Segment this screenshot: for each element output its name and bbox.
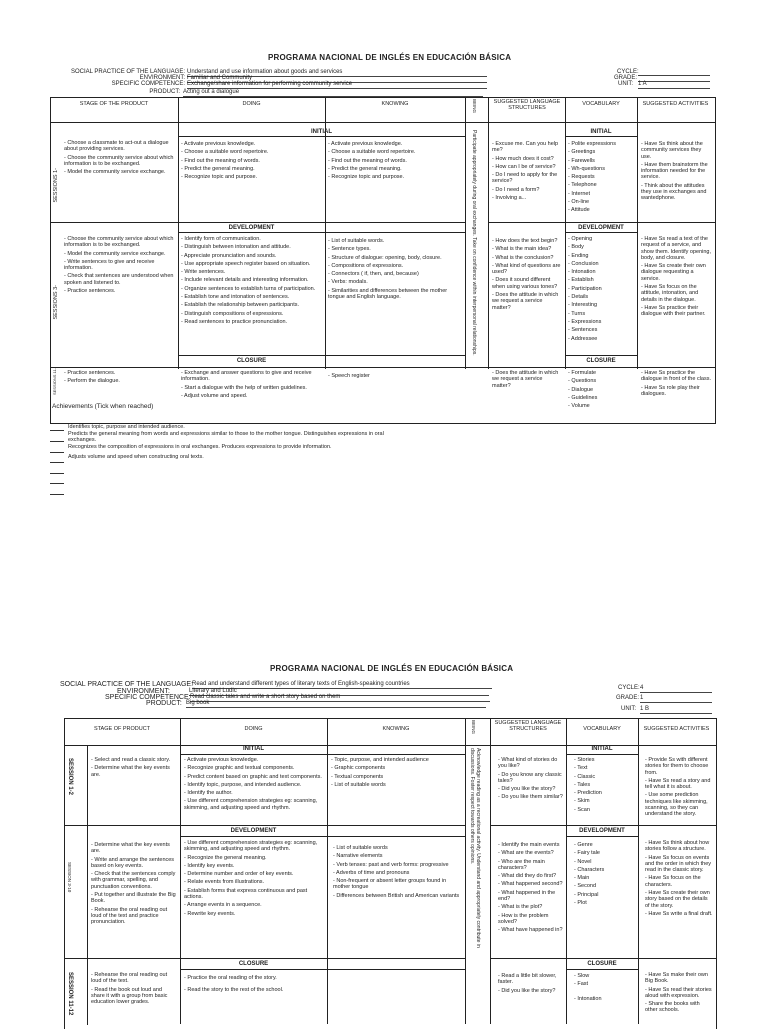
doc2-dev-doing-7: - Arrange events in a sequence. <box>184 902 262 909</box>
doc2-dev-vocab-3: - Novel <box>574 858 592 865</box>
dev-knowing-1: - List of suitable words. <box>328 238 385 244</box>
band-initial-right: INITIAL <box>590 129 612 135</box>
doc2-initial-activities <box>645 757 713 820</box>
dev-doing-7: - Organize sentences to establish turns of participation. <box>181 285 316 292</box>
doc2-dev-knowing-3: - Verb tenses: past and verb forms: progressive <box>333 861 449 868</box>
initial-structures-4: - Do I need to apply for the service? <box>492 172 558 185</box>
doc2-closure-doing <box>184 975 324 996</box>
doc2-initial-knowing-3: - Textual components <box>331 773 384 780</box>
achievement-2: Predicts the general meaning from words and expressions similar to those to the mother tongue. Distinguishes expressions in oral exchanges. <box>68 430 384 443</box>
doc2-dev-stage-2: - Write and arrange the sentences based on key events. <box>91 856 175 869</box>
tick-line-6[interactable] <box>50 483 64 484</box>
doc2-environment-label: ENVIRONMENT: <box>117 688 170 695</box>
doc2-initial-structures-1: - What kind of stories do you like? <box>498 757 558 770</box>
doc2-initial-stage-1: - Select and read a classic story. <box>91 757 171 763</box>
dev-stage-5: - Practice sentences. <box>64 288 116 295</box>
dev-knowing-2: - Sentence types. <box>328 246 371 253</box>
tick-line-4[interactable] <box>50 462 64 463</box>
doc2-closure-structures-2: - Did you like the story? <box>498 987 556 994</box>
achievement-4: Adjusts volume and speed when constructing oral texts. <box>68 454 204 460</box>
closure-vocabulary <box>568 370 636 411</box>
doc2-initial-vocab-1: - Stories <box>574 757 595 763</box>
doc2-competence-value: Read classic tales and write a short story based on them <box>190 694 490 702</box>
dev-stage-3: - Write sentences to give and receive information. <box>64 258 155 272</box>
doc2-dev-doing-1: - Use different comprehension strategies eg: scanning, skimming, and adjusting speed and rhythm. <box>184 840 318 853</box>
doc2-dev-stage-1: - Determine what the key events are. <box>91 842 170 855</box>
cycle-label: CYCLE: <box>617 69 639 75</box>
doc2-dev-structures-8: - How is the problem solved? <box>498 912 549 925</box>
achievements-list <box>68 424 408 461</box>
closure-structures-1: - Does the attitude in which we request a service matter? <box>492 370 559 389</box>
initial-vocab-2: - Greetings <box>568 149 596 156</box>
doc2-competence-label: SPECIFIC COMPETENCE: <box>105 694 191 701</box>
initial-doing-1: - Activate previous knowledge. <box>181 141 256 147</box>
dev-doing-4: - Use appropriate speech register based on situation. <box>181 260 311 267</box>
closure-vocab-2: - Questions <box>568 378 597 385</box>
tick-line-3[interactable] <box>50 452 64 453</box>
initial-activity-2: - Have them brainstorm the information needed for the service. <box>641 161 708 181</box>
initial-knowing-3: - Find out the meaning of words. <box>328 157 407 164</box>
environment-label: ENVIRONMENT: <box>139 75 185 81</box>
doc2-closure-vocab-3: - Intonation <box>574 995 602 1002</box>
tick-line-7[interactable] <box>50 494 64 495</box>
dev-activities <box>641 236 712 320</box>
dev-knowing-4: - Compositions of expressions. <box>328 262 404 269</box>
doc2-closure-structures <box>498 973 564 996</box>
dev-knowing-7: - Similarities and differences between the mother tongue and English language. <box>328 287 448 301</box>
dev-activity-1: - Have Ss read a text of the request of a service, and show them. Identify opening, body, and closure. <box>641 236 712 261</box>
doc2-session-closure: SESSION 11-12 <box>67 972 73 1016</box>
doc2-unit-value: 1 B <box>640 706 712 714</box>
doc2-grade-value: 1 <box>640 695 712 703</box>
doc2-initial-doing-4: - Identify topic, purpose, and intended audience. <box>184 781 302 788</box>
doc2-dev-doing-2: - Recognize the general meaning. <box>184 854 267 861</box>
initial-vocab-4: - Wh-questions <box>568 165 605 172</box>
doc2-dev-structures-3: - Who are the main characters? <box>498 858 545 871</box>
doc2-dev-vocab-8: - Plot <box>574 900 587 907</box>
doc2-band-initial-left: INITIAL <box>243 746 264 752</box>
doc2-initial-vocab-3: - Classic <box>574 773 596 780</box>
tick-line-1[interactable] <box>50 430 64 431</box>
dev-vocab-7: - Participation <box>568 285 602 292</box>
dev-structures-2: - What is the main idea? <box>492 246 552 253</box>
dev-structures-3: - What is the conclusion? <box>492 254 554 261</box>
doc2-dev-activities <box>645 840 713 919</box>
band-initial-left: INITIAL <box>311 129 332 135</box>
dev-structures-6: - Does the attitude in which we request a service matter? <box>492 292 559 311</box>
achievement-3: Recognizes the composition of expressions in oral exchanges. Produces expressions to provide information. <box>68 443 332 450</box>
dev-knowing-5: - Connectors ( if, then, and, because) <box>328 271 419 278</box>
dev-stage-4: - Check that sentences are understood when spoken and listened to. <box>64 273 174 286</box>
doc2-dev-activity-4: - Have Ss create their own story based on the details of the story. <box>645 890 710 909</box>
doc2-header-activities: SUGGESTED ACTIVITIES <box>643 726 710 732</box>
doc2-dev-activity-5: - Have Ss write a final draft. <box>645 910 713 917</box>
closure-stage-2: - Perform the dialogue. <box>64 378 120 385</box>
initial-vocabulary <box>568 141 636 216</box>
doc2-closure-activities <box>645 972 713 1016</box>
dev-stage-1: - Choose the community service about which information is to be exchanged. <box>64 236 174 249</box>
doc2-dev-vocab-7: - Principal <box>574 891 599 898</box>
closure-doing-3: - Adjust volume and speed. <box>181 392 248 399</box>
doc2-initial-doing-5: - Identify the author. <box>184 790 233 797</box>
session-development: SESSIONS 3- <box>53 285 59 320</box>
doc2-initial-knowing-4: - List of suitable words <box>331 781 386 788</box>
initial-doing-4: - Predict the general meaning. <box>181 165 255 172</box>
initial-structures <box>492 141 562 203</box>
doc1-title: PROGRAMA NACIONAL DE INGLÉS EN EDUCACIÓN BÁSICA <box>268 53 512 62</box>
doc2-dev-doing-5: - Relate events from illustrations. <box>184 879 265 886</box>
doc2-dev-doing-4: - Determine number and order of key events. <box>184 871 294 878</box>
closure-activity-2: - Have Ss role play their dialogues. <box>641 384 700 397</box>
dev-stage <box>64 236 174 296</box>
header-activities: SUGGESTED ACTIVITIES <box>642 101 709 107</box>
band-closure-left: CLOSURE <box>236 358 267 364</box>
dev-vocab-10: - Turns <box>568 310 586 317</box>
header-knowing: KNOWING <box>381 101 409 107</box>
dev-activity-3: - Have Ss focus on the attitude, intonation, and details in the dialogue. <box>641 284 699 303</box>
doc2-header-being: BEING <box>471 720 476 735</box>
initial-doing-2: - Choose a suitable word repertoire. <box>181 149 269 156</box>
initial-structures-2: - How much does it cost? <box>492 155 554 162</box>
dev-vocab-8: - Details <box>568 294 589 301</box>
session-closure: SESSIONS 11- <box>52 368 57 396</box>
tick-line-2[interactable] <box>50 441 64 442</box>
closure-stage-1: - Practice sentences. <box>64 370 116 376</box>
doc2-dev-activity-2: - Have Ss focus on events and the order in which they read in the classic story. <box>645 854 712 874</box>
doc2-dev-structures-2: - What are the events? <box>498 850 554 857</box>
doc2-dev-structures <box>498 842 564 936</box>
doc2-dev-structures-6: - What happened in the end? <box>498 889 556 903</box>
doc2-initial-vocab-5: - Prediction <box>574 790 602 797</box>
doc2-band-initial-right: INITIAL <box>591 746 613 752</box>
initial-vocab-1: - Polite expressions <box>568 141 616 147</box>
doc2-header-structures: SUGGESTED LANGUAGE STRUCTURES <box>494 720 562 732</box>
closure-stage <box>64 370 174 387</box>
doc2-dev-structures-4: - What did they do first? <box>498 873 557 880</box>
doc2-initial-structures-2: - Do you know any classic tales? <box>498 771 562 784</box>
doc2-dev-stage-3: - Check that the sentences comply with grammar, spelling, and punctuation conventions. <box>91 871 176 890</box>
doc2-closure-vocabulary <box>574 973 636 1004</box>
closure-vocab-5: - Volume <box>568 403 590 410</box>
dev-vocab-2: - Body <box>568 244 584 251</box>
band-development-left: DEVELOPMENT <box>228 225 275 231</box>
doc2-initial-structures-3: - Did you like the story? <box>498 786 556 793</box>
initial-structures-6: - Involving a... <box>492 195 527 202</box>
initial-activity-1: - Have Ss think about the community services they use. <box>641 141 703 160</box>
doc2-dev-vocabulary <box>574 842 636 908</box>
doc2-dev-knowing-6: - Differences between British and American variants <box>333 892 460 899</box>
dev-vocab-13: - Addressee <box>568 335 598 342</box>
doc2-dev-doing-8: - Rewrite key events. <box>184 910 236 917</box>
initial-doing-5: - Recognize topic and purpose. <box>181 174 258 181</box>
doc2-closure-stage-1: - Rehearse the oral reading out loud of the text. <box>91 972 168 985</box>
social-practice-value: Understand and use information about goods and services <box>187 69 487 77</box>
doc2-initial-knowing-1: - Topic, purpose, and intended audience <box>331 757 429 763</box>
closure-doing <box>181 370 321 401</box>
dev-vocab-5: - Intonation <box>568 269 596 276</box>
closure-vocab-4: - Guidelines <box>568 394 598 401</box>
doc2-dev-stage-5: - Rehearse the oral reading out loud of the text and practice pronunciation. <box>91 906 168 926</box>
dev-vocabulary <box>568 236 636 344</box>
doc2-initial-structures-4: - Do you like them similar? <box>498 794 563 801</box>
initial-structures-1: - Excuse me. Can you help me? <box>492 141 559 154</box>
doc2-initial-activity-2: - Have Ss read a story and tell what it is about. <box>645 777 711 791</box>
doc2-dev-knowing-5: - Non-frequent or absent letter groups found in mother tongue <box>333 878 447 891</box>
initial-knowing-5: - Recognize topic and purpose. <box>328 174 405 181</box>
dev-structures <box>492 238 562 313</box>
doc2-initial-structures <box>498 757 564 803</box>
dev-doing-3: - Appreciate pronunciation and sounds. <box>181 252 277 259</box>
dev-doing-9: - Establish the relationship between participants. <box>181 302 300 309</box>
doc2-social-practice-label: SOCIAL PRACTICE OF THE LANGUAGE: <box>60 681 194 688</box>
initial-structures-3: - How can I be of service? <box>492 163 556 170</box>
closure-structures <box>492 370 562 391</box>
doc2-unit-label: UNIT: <box>621 706 636 712</box>
achievements-title: Achievements (Tick when reached) <box>52 403 154 410</box>
doc2-dev-structures-7: - What is the plot? <box>498 904 543 911</box>
product-value: Acting out a dialogue <box>183 89 483 97</box>
dev-doing-10: - Distinguish compositions of expressions. <box>181 310 284 317</box>
initial-knowing <box>328 141 462 182</box>
session-initial: SESSIONS 1- <box>53 168 59 203</box>
doc2-initial-doing-6: - Use different comprehension strategies eg: scanning, skimming, and adjusting speed and rhythm. <box>184 798 318 811</box>
doc2-dev-vocab-2: - Fairy tale <box>574 850 600 857</box>
initial-vocab-3: - Farewells <box>568 157 595 164</box>
dev-activity-4: - Have Ss practice their dialogue with their partner. <box>641 304 706 318</box>
doc2-initial-knowing-2: - Graphic components <box>331 765 386 772</box>
doc2-header-knowing: KNOWING <box>382 726 410 732</box>
closure-vocab-3: - Dialogue <box>568 386 594 393</box>
initial-stage-3: - Model the community service exchange. <box>64 169 166 176</box>
closure-knowing <box>328 373 462 381</box>
closure-knowing-1: - Speech register <box>328 373 370 379</box>
doc2-dev-vocab-4: - Characters <box>574 866 605 873</box>
doc2-initial-doing-2: - Recognize graphic and textual components. <box>184 765 295 772</box>
dev-doing-8: - Establish tone and intonation of sentences. <box>181 294 290 301</box>
unit-value: 1 A <box>638 81 710 89</box>
dev-doing-6: - Include relevant details and interesting information. <box>181 277 309 284</box>
dev-vocab-12: - Sentences <box>568 327 598 334</box>
doc2-product-value: Big book <box>186 700 486 708</box>
dev-vocab-9: - Interesting <box>568 302 598 309</box>
doc2-dev-knowing-4: - Adverbs of time and pronouns <box>333 869 410 876</box>
doc2-title: PROGRAMA NACIONAL DE INGLÉS EN EDUCACIÓN BÁSICA <box>270 664 514 673</box>
achievement-1: Identifies topic, purpose and intended audience. <box>68 424 185 430</box>
doc2-initial-doing-3: - Predict content based on graphic and text components. <box>184 773 322 780</box>
doc2-dev-activity-3: - Have Ss focus on the characters. <box>645 875 701 888</box>
dev-doing-1: - Identify form of communication. <box>181 236 261 242</box>
dev-activity-2: - Have Ss create their own dialogue requesting a service. <box>641 263 706 282</box>
social-practice-label: SOCIAL PRACTICE OF THE LANGUAGE: <box>70 69 185 75</box>
doc2-social-practice-value: Read and understand different types of literary texts of English-speaking countries <box>192 681 492 689</box>
competence-value: Exchange/share information for performing community service <box>187 81 487 89</box>
tick-line-5[interactable] <box>50 473 64 474</box>
closure-doing-2: - Start a dialogue with the help of written guidelines. <box>181 384 307 391</box>
doc2-closure-structures-1: - Read a little bit slower, faster. <box>498 973 557 986</box>
doc2-initial-vocabulary <box>574 757 636 815</box>
initial-stage-2: - Choose the community service about which information is to be exchanged. <box>64 154 174 167</box>
dev-doing-5: - Write sentences. <box>181 269 226 276</box>
initial-knowing-4: - Predict the general meaning. <box>328 165 402 172</box>
initial-knowing-2: - Choose a suitable word repertoire. <box>328 149 416 156</box>
unit-label: UNIT: <box>618 81 633 87</box>
product-label: PRODUCT: <box>149 89 180 95</box>
dev-knowing <box>328 238 462 302</box>
doc2-closure-vocab-1: - Slow <box>574 973 590 979</box>
doc2-closure-activity-3: - Share the books with other schools. <box>645 1001 700 1014</box>
doc2-initial-knowing <box>331 757 461 790</box>
doc2-dev-vocab-6: - Second <box>574 883 597 890</box>
doc2-dev-doing <box>184 840 324 919</box>
doc2-dev-activity-1: - Have Ss think about how stories follow a structure. <box>645 840 710 853</box>
initial-vocab-9: - Attitude <box>568 207 590 214</box>
grade-label: GRADE: <box>614 75 638 81</box>
dev-structures-5: - Does it sound different when using various tones? <box>492 277 558 290</box>
doc2-closure-stage <box>91 972 177 1007</box>
header-doing: DOING <box>242 101 261 107</box>
closure-vocab-1: - Formulate <box>568 370 597 376</box>
dev-doing-2: - Distinguish between intonation and attitude. <box>181 244 291 251</box>
header-being: BEING <box>472 99 477 114</box>
doc2-dev-doing-6: - Establish forms that express continuous and past actions. <box>184 887 308 901</box>
environment-value: Familiar and Community <box>187 75 487 83</box>
doc2-closure-stage-2: - Read the book out loud and share it with a group from basic education lower grades. <box>91 986 168 1006</box>
header-stage: STAGE OF THE PRODUCT <box>79 101 149 107</box>
band-closure-right: CLOSURE <box>586 358 616 364</box>
dev-stage-2: - Model the community service exchange. <box>64 250 166 257</box>
dev-vocab-6: - Establish <box>568 277 594 284</box>
doc2-dev-structures-1: - Identify the main events <box>498 842 560 848</box>
initial-structures-5: - Do I need a form? <box>492 186 540 193</box>
dev-vocab-3: - Ending <box>568 252 589 259</box>
header-structures: SUGGESTED LANGUAGE STRUCTURES <box>493 99 561 111</box>
doc2-product-label: PRODUCT: <box>146 700 182 707</box>
doc2-dev-structures-9: - What have happened in? <box>498 927 563 934</box>
initial-stage-1: - Choose a classmate to act-out a dialogue about providing services. <box>64 140 169 153</box>
doc2-dev-knowing-1: - List of suitable words <box>333 845 388 851</box>
doc2-header-stage: STAGE OF PRODUCT <box>93 726 151 732</box>
dev-vocab-11: - Expressions <box>568 318 602 325</box>
doc2-initial-vocab-4: - Tales <box>574 781 591 788</box>
doc2-closure-vocab-2: - Fast <box>574 981 589 988</box>
initial-doing <box>181 141 321 182</box>
doc2-initial-vocab-7: - Scan <box>574 806 590 813</box>
dev-vocab-4: - Conclusion <box>568 260 599 267</box>
doc2-initial-vocab-6: - Skim <box>574 798 590 805</box>
initial-vocab-7: - Internet <box>568 190 591 197</box>
doc2-dev-knowing <box>333 845 463 901</box>
initial-activity-3: - Think about the attitudes they use in exchanges and wantedphone. <box>641 182 707 202</box>
dev-doing-11: - Read sentences to practice pronunciation. <box>181 318 288 325</box>
doc2-initial-doing-1: - Activate previous knowledge. <box>184 757 259 763</box>
initial-vocab-6: - Telephone <box>568 182 597 189</box>
initial-vocab-8: - On-line <box>568 199 590 206</box>
doc2-dev-doing-3: - Identify key events. <box>184 862 235 869</box>
closure-activities <box>641 370 712 399</box>
initial-activities <box>641 141 712 204</box>
competence-label: SPECIFIC COMPETENCE: <box>111 81 185 87</box>
doc2-band-development-right: DEVELOPMENT <box>579 828 625 834</box>
being-text: Participate appropriately during oral exchanges. Take on confidence within interpersonal relationships. <box>471 130 477 356</box>
doc2-initial-doing <box>184 757 324 813</box>
header-vocabulary: VOCABULARY <box>582 101 620 107</box>
doc2-dev-structures-5: - What happened second? <box>498 881 563 888</box>
dev-structures-1: - How does the text begin? <box>492 238 558 244</box>
doc2-cycle-label: CYCLE: <box>618 685 640 691</box>
band-development-right: DEVELOPMENT <box>578 225 624 231</box>
doc2-initial-vocab-2: - Text <box>574 765 588 772</box>
doc2-closure-doing-2: - Read the story to the rest of the school. <box>184 987 284 994</box>
doc2-session-initial: SESSION 1-2 <box>67 758 73 796</box>
dev-vocab-1: - Opening <box>568 236 593 242</box>
doc2-initial-activity-3: - Use some prediction techniques like skimming, scanning, so they can understand the story. <box>645 792 708 818</box>
doc2-dev-vocab-5: - Main <box>574 875 590 882</box>
initial-knowing-1: - Activate previous knowledge. <box>328 141 403 147</box>
doc2-initial-stage-2: - Determine what the key events are. <box>91 765 170 778</box>
closure-doing-1: - Exchange and answer questions to give and receive information. <box>181 370 312 383</box>
doc2-environment-value: Literary and Ludic <box>189 688 489 696</box>
closure-activity-1: - Have Ss practice the dialogue in front of the class. <box>641 370 712 383</box>
initial-stage <box>64 140 174 177</box>
doc2-band-closure-right: CLOSURE <box>587 961 617 967</box>
doc2-initial-activity-1: - Provide Ss with different stories for them to choose from. <box>645 757 709 776</box>
doc2-grade-label: GRADE: <box>616 695 640 701</box>
doc2-header-vocabulary: VOCABULARY <box>583 726 621 732</box>
doc2-dev-knowing-2: - Narrative elements <box>333 853 383 860</box>
initial-doing-3: - Find out the meaning of words. <box>181 157 260 164</box>
doc2-dev-stage <box>91 842 177 928</box>
doc2-initial-stage <box>91 757 177 780</box>
dev-structures-4: - What kind of questions are used? <box>492 262 561 276</box>
doc2-closure-activity-2: - Have Ss read their stories aloud with expression. <box>645 986 712 999</box>
doc2-band-development-left: DEVELOPMENT <box>230 828 277 834</box>
doc2-closure-activity-1: - Have Ss make their own Big Book. <box>645 972 708 985</box>
dev-knowing-6: - Verbs: modals. <box>328 279 368 286</box>
dev-doing <box>181 236 321 327</box>
initial-vocab-5: - Requests <box>568 174 595 181</box>
doc2-closure-doing-1: - Practice the oral reading of the story. <box>184 975 277 981</box>
doc2-cycle-value: 4 <box>640 685 712 693</box>
doc2-band-closure-left: CLOSURE <box>238 961 269 967</box>
doc2-header-doing: DOING <box>244 726 263 732</box>
doc2-session-development: SESSION 3-10 <box>67 862 72 893</box>
doc2-dev-vocab-1: - Genre <box>574 842 593 848</box>
doc2-dev-stage-4: - Put together and illustrate the Big Book. <box>91 892 176 905</box>
dev-knowing-3: - Structure of dialogue: opening, body, closure. <box>328 254 442 261</box>
doc2-being-text: Acknowledge reading as a recreational activity. Understand and appropriately contribute in discussions. Foster respect towards others opinions. <box>469 748 481 948</box>
